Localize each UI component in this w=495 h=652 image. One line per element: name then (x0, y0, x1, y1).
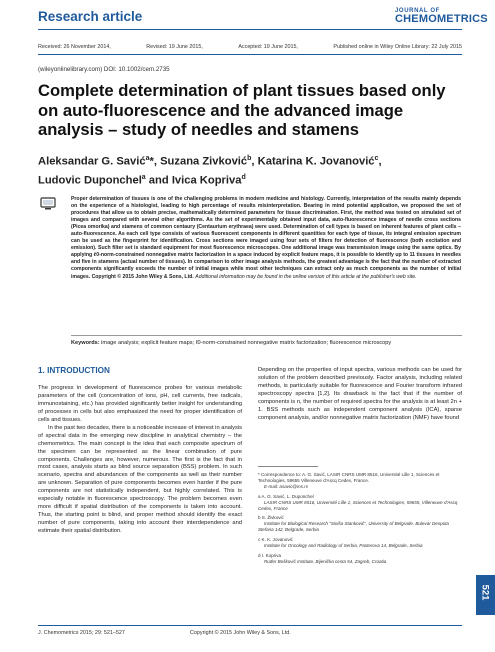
article-title: Complete determination of plant tissues based only on auto-fluorescence and the advanced image analysis – study of needles and stamens (38, 81, 446, 139)
footnote-affiliation: Institute for Biological Research "Siniša Stanković", University of Belgrade, Bulevar Despota Stefana 142, Belgrade, Serbia (258, 521, 449, 533)
revised-date: Revised: 19 June 2015, (146, 44, 203, 50)
footnote-mark: b (258, 515, 261, 521)
footnote-text: A. G. Savić, L. Duponchel (261, 493, 314, 499)
author-name: Aleksandar G. Savić (38, 155, 146, 168)
footnote-mark: * (258, 472, 260, 477)
page-number: 521 (479, 584, 491, 601)
computer-monitor-icon (40, 197, 56, 211)
footnote-affiliation: Ruđer Bošković Institute, Bijenička cesta 54, Zagreb, Croatia (264, 558, 387, 564)
header-rule-top (38, 29, 462, 30)
section-heading: 1. INTRODUCTION (38, 366, 110, 375)
footnote-affiliation: LASIR CNRS UMR 8516, Université Lille 1, Sciences et Technologies, 59655, Villeneuve d'Ascq Cedex, France (258, 499, 458, 511)
footnote-text: I. Kopriva (261, 552, 282, 558)
received-date: Received: 26 November 2014, (38, 44, 111, 50)
abstract-body: Proper determination of tissues is one of the challenging problems in modern medicine and histology. Currently, interpretation of the results mainly depends on the experience of a histologist, leading to high percentage of results misinterpretation. Bearing in mind potential application, we proposed the set of procedures that allow us to obtain precise, mathematically determined parameters for tissue discrimination. First, the method was tested on simulated set of images and compared with several other algorithms. As the set of experimentally obtained input data, auto-fluorescence images of needle cross sections (Picea omorika) and stamens of common centaury (Centaurium erythraea) were used. Determination of cell types is based on inherent features of plant cells – auto-fluorescence. As each cell type consists of various fluorescent components in different quantities for each type of tissue, its integral emission spectrum can be used as the fingerprint for identification. Cross sections were imaged using four sets of filters for detection of fluorescence (both excitation and emission). Such filter set is standard equipment for most fluorescence microscopes. One additional image was transmission image using the same optics. By applying ℓ0-norm-constrained nonnegative matrix factorization in a space induced by explicit feature maps, it is possible to identify up to 11 tissues in needles and five in stamens (actual number of tissues). In comparison to other image analysis methods, the greatest advantage is the fact that the number of extracted components significantly exceeds the number of initial images while most other techniques can extract only as much components as the number of initial images. Copyright © 2015 John Wiley & Sons, Ltd. (71, 196, 461, 280)
keywords-rule (71, 335, 462, 336)
footnote-affiliation: Institute for Oncology and Radiology of Serbia, Pasterova 14, Belgrade, Serbia (264, 543, 423, 549)
copyright-line: Copyright © 2015 John Wiley & Sons, Ltd. (190, 630, 291, 636)
section-label: Research article (38, 9, 143, 24)
author-affiliation-mark: c (374, 155, 379, 162)
footnote-text: K. K. Jovanović (261, 537, 293, 543)
footnote (258, 472, 462, 490)
abstract-note: Additional information may be found in the online version of this article at the publisher's web site. (195, 273, 417, 280)
author-affiliation-mark: d (241, 173, 246, 181)
journal-title: CHEMOMETRICS (395, 13, 488, 25)
footnote-text: Correspondence to: A. G. Savić, LASIR CNRS UMR 8516, Université Lille 1, Sciences et Technologies, 59655 Villeneuve d'Ascq Cedex, France. (258, 472, 440, 483)
author-affiliation-mark: a (141, 173, 146, 181)
keywords-text: image analysis; explicit feature maps; ℓ0-norm-constrained nonnegative matrix factorization; fluorescence microscopy (101, 340, 392, 346)
journal-prefix: JOURNAL OF (395, 8, 440, 14)
article-dates (38, 44, 462, 50)
footnote-mark: d (258, 552, 261, 558)
footnote (258, 515, 462, 533)
footnote (258, 494, 462, 512)
author-list: Aleksandar G. Savić$^a$*, Suzana Zivković$^b$, Katarina K. Jovanović$^c$, Ludovic Duponchel$^a$ and Ivica Kopriva$^d$ (38, 155, 382, 187)
paragraph: Depending on the properties of input spectra, various methods can be used for solution of the problem described previously. Factor analysis, including related methods, is particularly suitable for fluorescence and Fourier transform infrared spectroscopy spectra [1,2]. Its drawback is the fact that if the number of components is n, the number of required spectra for the analysis is at least 2n + 1. BSS methods such as independent component analysis (ICA), sparse component analysis, and/or nonnegative matrix factorization (NMF) have found (258, 367, 462, 421)
footnote-rule (258, 466, 318, 467)
paragraph: The progress in development of fluorescence probes for various metabolic parameters of the cell (concentration of ions, pH, cell currents, free radicals, immunostaining, etc.) has provided significantly better insight for understanding of processes in cells but also emphasized the need for proper identification of cells and tissues. (38, 384, 242, 423)
footnote-email[interactable]: E-mail: asavic@ms.rs (264, 483, 309, 489)
footnote-mark: a (258, 493, 261, 499)
introduction-left-column (38, 367, 242, 536)
journal-reference: J. Chemometrics 2015; 29: 521–527 (38, 630, 125, 636)
author-name: Ivica Kopriva (171, 174, 242, 187)
doi-line[interactable]: (wileyonlinelibrary.com) DOI: 10.1002/cem.2735 (38, 66, 170, 73)
footnotes (258, 466, 462, 569)
header-rule-bottom (38, 54, 462, 55)
author-name: Suzana Zivković (160, 155, 248, 168)
keywords (71, 340, 461, 347)
footnote (258, 553, 462, 565)
journal-name (395, 8, 488, 25)
footnote-text: S. Živković (261, 515, 284, 521)
footer-rule (38, 625, 462, 626)
introduction-right-column (258, 367, 462, 423)
author-affiliation-mark: b (247, 155, 252, 162)
keywords-label: Keywords: (71, 340, 100, 346)
author-name: Ludovic Duponchel (38, 174, 142, 187)
author-name: Katarina K. Jovanović (257, 155, 375, 168)
abstract (71, 196, 461, 281)
accepted-date: Accepted: 19 June 2015, (238, 44, 298, 50)
paragraph: In the past two decades, there is a noticeable increase of interest in analysis of spectral data in the emerging new discipline in analytical chemistry – the chemometrics. The main concept is the idea that each composite spectrum of the specimen can be represented as the linear combination of pure components. Challenges are, however, numerous. The first is the fact that in most cases, analysis starts as blind source separation (BSS) problem. In such scenario, spectra and abundances of the components as well as their number are unknown. Separation of pure components becomes even harder if the pure components are not statistically independent, but highly correlated. This is especially notable in fluorescence spectroscopy. The problem becomes even more difficult if spatial distribution of the components is taken into account. Thus, the starting point is blind, and proper method should identify the exact number of pure components, taking into account their interdependence and estimate their spatial distribution. (38, 424, 243, 535)
footnote (258, 537, 462, 549)
published-date: Published online in Wiley Online Library: 22 July 2015 (333, 44, 462, 50)
corresponding-mark: * (149, 155, 154, 168)
footnote-mark: c (258, 537, 261, 543)
author-affiliation-mark: a (145, 155, 150, 162)
